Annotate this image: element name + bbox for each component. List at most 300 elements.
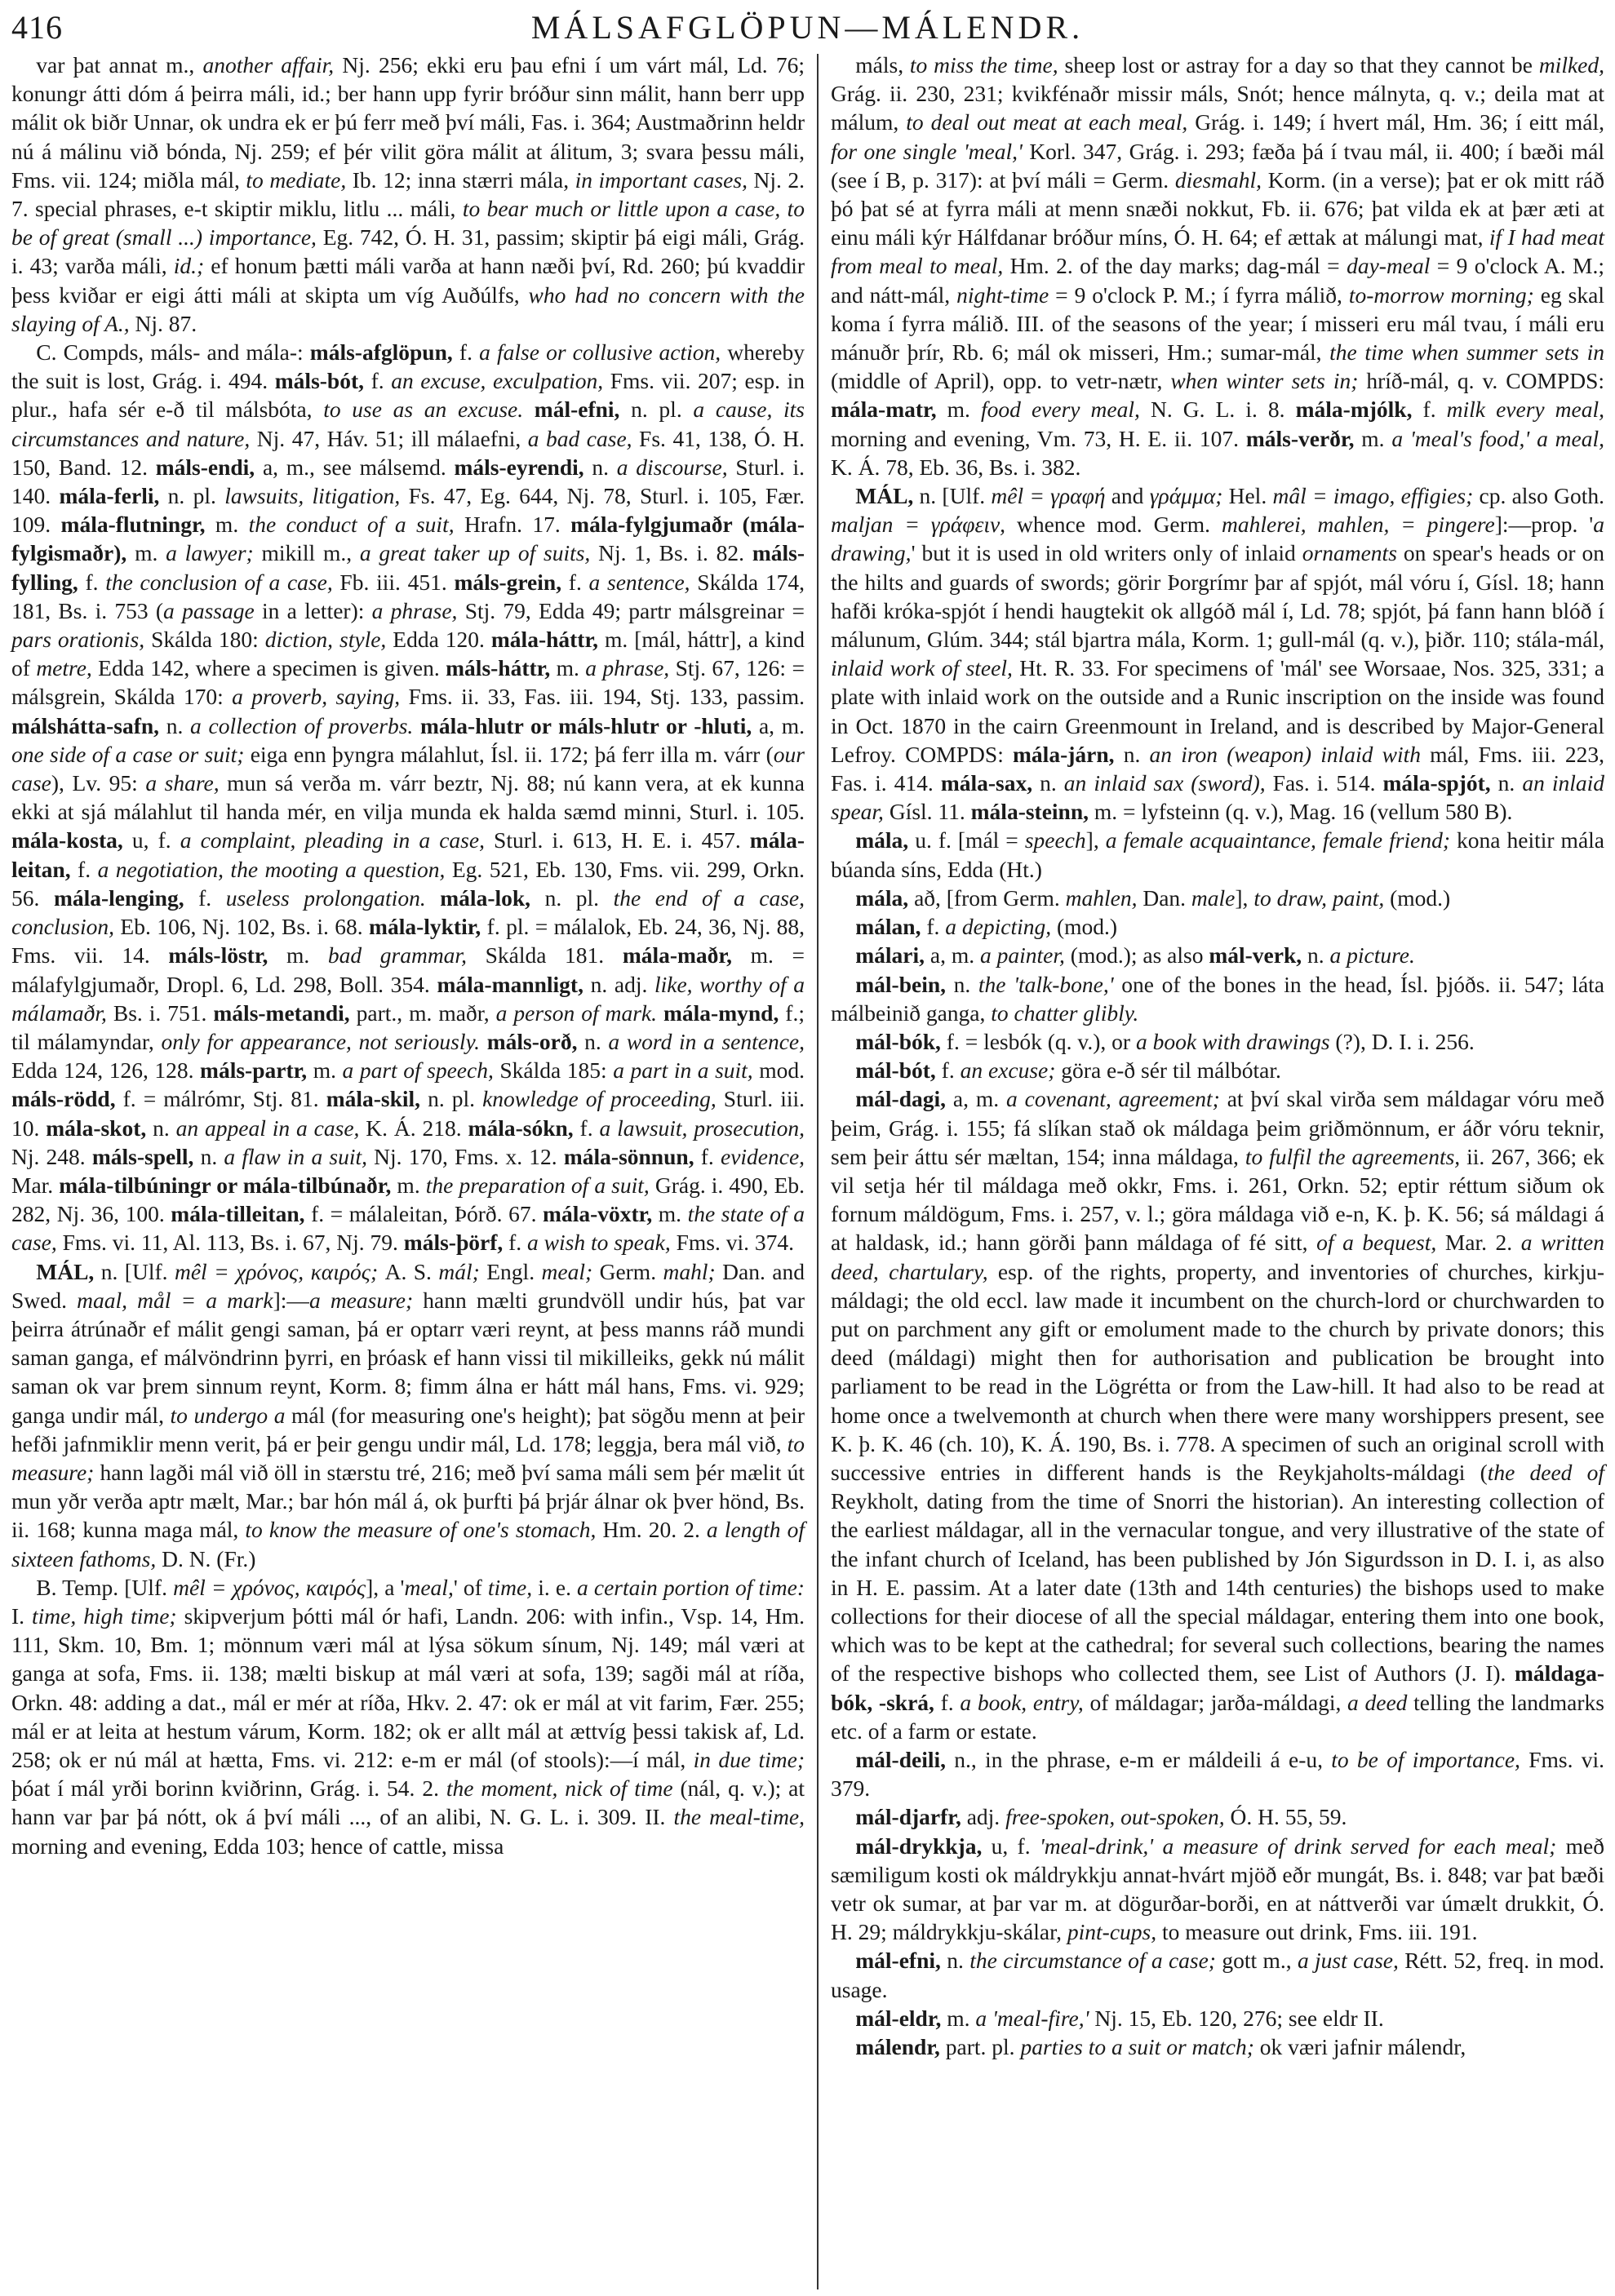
gloss: to bear much or little upon a case, to be of great (small ...) importance, <box>11 196 805 250</box>
entry-text: n. pl. <box>619 397 694 423</box>
entry-text: máls, <box>855 52 910 78</box>
gloss: night-time <box>956 281 1049 308</box>
gloss: a covenant, agreement; <box>1006 1086 1220 1112</box>
entry-text: ii. 267, 366; ek vil setja hér til máldaga með okkr, Fms. i. 261, Orkn. 52; eptir réttum siðum ok fornum máldögum, Fms. i. 257, v. l.; göra máldaga við e-n, K. þ. K. 56; sá máldagi á at haldask, id.; hann görði þann máldaga of fé sitt, <box>831 1143 1604 1256</box>
dictionary-entry <box>831 1027 1604 1056</box>
entry-text: n. <box>1032 770 1064 796</box>
gloss: only for appearance, not seriously. <box>161 1028 481 1054</box>
entry-text <box>657 1000 663 1026</box>
entry-text: morning and evening, Edda 103; hence of cattle, missa <box>11 1833 504 1859</box>
gloss: the time when summer sets in <box>1329 339 1604 366</box>
entry-text: n. <box>1490 770 1523 796</box>
headword: mála-tilbúningr or mála-tilbúnaðr, <box>59 1172 392 1198</box>
headword: máls-endi, <box>155 454 255 480</box>
entry-text: Dan. <box>1137 884 1191 911</box>
headword: mála-spjót, <box>1382 770 1491 796</box>
entry-text: Ht. R. 33. For specimens of 'mál' see Worsaae, Nos. 325, 331; a plate with inlaid work on the outside and a Runic inscription on the inside was found in Oct. 1870 in the cairn Greenmount in Ireland, and is described by Major-General Lefroy. COMPDS: <box>831 655 1604 767</box>
gloss: a collection of proverbs. <box>190 712 414 738</box>
entry-text: Hm. 2. of the day marks; dag-mál = <box>1003 253 1347 279</box>
entry-text: Korm. (in a verse); þat er ok mitt ráð þó þat sé at fyrra máli at menn snæði nokkut, Fb. ii. 676; þat vilda ek at þær æti at einu máli kýr Hálfdanar bróður míns, Ó. H. 64; ef ættak at málungi mat, <box>831 166 1604 250</box>
gloss: parties to a suit or match; <box>1020 2034 1254 2060</box>
entry-text: ], a ' <box>366 1574 405 1600</box>
entry-text: to measure out drink, Fms. iii. 191. <box>1156 1919 1478 1945</box>
headword: mál-deili, <box>855 1746 947 1772</box>
headword: máls-orð, <box>486 1028 578 1054</box>
headword: MÁL, <box>855 483 914 509</box>
entry-text: Mar. <box>11 1172 60 1198</box>
headword: mála-skot, <box>46 1115 147 1141</box>
gloss: a written deed, chartulary, <box>831 1230 1604 1284</box>
entry-text: Skálda 180: <box>144 627 265 653</box>
dictionary-entry <box>831 1745 1604 1802</box>
entry-text: Fs. 47, Eg. 644, Nj. 78, Sturl. i. 105, Fær. 109. <box>11 483 805 538</box>
gloss: a great taker up of suits, <box>359 540 591 566</box>
gloss: to measure; <box>11 1430 805 1485</box>
entry-text: Grág. i. 490, Eb. 282, Nj. 36, 100. <box>11 1172 805 1227</box>
entry-text: A. S. <box>378 1258 439 1284</box>
gloss: a book with drawings <box>1135 1028 1330 1054</box>
entry-text: n. <box>159 712 191 738</box>
gloss: an excuse; <box>960 1057 1056 1084</box>
gloss: a flaw in a suit, <box>224 1143 367 1169</box>
entry-text: Gísl. 11. <box>883 799 971 825</box>
entry-text: on spear's heads or on the hilts and guards of swords; görir Þorgrímr þar af spjót, mál vóru í, Gísl. 18; hann hafði króka-spjót í hendi haugtekit ok allgóð mál í, Ld. 78; spjót, þá fann hann blóð í málunum, Glúm. 344; stál bjartra mála, Korm. 1; gull-mál (q. v.), þiðr. 110; stála-mál, <box>831 540 1604 653</box>
entry-text: a, m. <box>925 942 981 968</box>
entry-text: n. <box>1302 942 1330 968</box>
gloss: a measure; <box>308 1287 414 1313</box>
headword: máls-spell, <box>91 1143 194 1169</box>
gloss: another affair, <box>202 52 335 78</box>
entry-text: m. [mál, háttr], a kind of <box>11 627 805 681</box>
entry-text: Nj. 256; ekki eru þau efni í um várt mál, Ld. 76; konungr átti dóm á þeirra máli, id.; ber hann upp fyrir bróður sinn málit, hann berr upp málit ok biðr Unnar, ok undra ek er þú ferr með því máli, Fas. i. 364; Austmaðrinn heldr nú á málinu við bónda, Nj. 259; ef þér vilit göra málit at álitum, 3; svara þessu máli, Fms. vii. 124; miðla mál, <box>11 52 805 193</box>
gloss: to draw, paint, <box>1253 884 1385 911</box>
gloss: time, high time; <box>32 1602 177 1629</box>
dictionary-entry <box>11 1573 805 1860</box>
gloss: a just case, <box>1297 1948 1399 1974</box>
gloss: a depicting, <box>945 914 1052 940</box>
gloss: mâl = imago, effigies; <box>1272 483 1474 509</box>
entry-text: ], <box>1085 827 1106 853</box>
entry-text: Edda 120. <box>386 627 491 653</box>
gloss: mahl; <box>663 1258 716 1284</box>
entry-text: f. <box>70 856 98 882</box>
entry-text: Ó. H. 55, 59. <box>1224 1804 1347 1830</box>
entry-text: f. <box>1412 397 1447 423</box>
entry-text: (middle of April), opp. to vetr-nætr, <box>831 368 1171 394</box>
entry-text: f.; til málamyndar, <box>11 1000 805 1054</box>
dictionary-entry <box>11 51 805 338</box>
dictionary-entry <box>831 481 1604 826</box>
gloss: a passage <box>163 597 255 623</box>
gloss: an appeal in a case, <box>175 1115 360 1141</box>
headword: mála-maðr, <box>622 942 732 968</box>
headword: mála-tilleitan, <box>171 1201 305 1227</box>
headword: mála-mynd, <box>663 1000 779 1026</box>
gloss: a wish to speak, <box>527 1230 671 1256</box>
entry-text: Hrafn. 17. <box>454 512 571 538</box>
gloss: a complaint, pleading in a case, <box>180 827 485 853</box>
entry-text: mod. <box>752 1057 805 1084</box>
headword: mála-mjólk, <box>1295 397 1413 423</box>
headword: mála-steinn, <box>970 799 1089 825</box>
gloss: a 'meal-fire,' <box>975 2005 1089 2031</box>
gloss: an inlaid sax (sword), <box>1063 770 1266 796</box>
gloss: maljan = γράφειν, <box>831 512 1006 538</box>
entry-text: C. Compds, máls- and mála-: <box>36 339 310 366</box>
entry-text: n. <box>1114 741 1150 767</box>
gloss: a phrase, <box>371 597 458 623</box>
gloss: to chatter glibly. <box>991 1000 1139 1026</box>
gloss: the meal-time, <box>673 1804 805 1830</box>
entry-text: Eg. 742, Ó. H. 31, passim; skiptir þá eigi máli, Grág. i. 43; varða máli, <box>11 224 805 279</box>
entry-text: at því skal virða sem máldagar vóru með þeim, Grág. i. 155; fá slíkan stað ok máldaga þeim griðmönnum, er áðr vóru teknir, sem þeir áttu sér mæltan, 154; inna máldaga, <box>831 1086 1604 1169</box>
entry-text: D. N. (Fr.) <box>156 1545 256 1571</box>
entry-text: of máldagar; jarða-máldagi, <box>1083 1689 1348 1715</box>
gloss: to-morrow morning; <box>1348 281 1534 308</box>
gloss: one side of a case or suit; <box>11 741 245 767</box>
gloss: mêl = χρόνος, καιρός <box>173 1574 366 1600</box>
dictionary-entry <box>831 826 1604 883</box>
headword: mála, <box>855 827 909 853</box>
entry-text: Sturl. i. 140. <box>11 454 805 509</box>
gloss: metre, <box>36 655 92 681</box>
gloss: pint-cups, <box>1067 1919 1157 1945</box>
gloss: a word in a sentence, <box>608 1028 805 1054</box>
headword: mála-kosta, <box>11 827 123 853</box>
entry-text: Hm. 20. 2. <box>596 1517 707 1543</box>
entry-text: n. <box>940 1948 970 1974</box>
headword: málan, <box>855 914 921 940</box>
entry-text: Fms. ii. 33, Fas. iii. 194, Stj. 133, passim. <box>400 684 805 710</box>
entry-text: f. <box>561 569 589 595</box>
headword: mála-sókn, <box>468 1115 574 1141</box>
gloss: a book, entry, <box>960 1689 1084 1715</box>
entry-text <box>426 885 441 911</box>
entry-text: að, [from Germ. <box>908 884 1066 911</box>
entry-text: u, f. <box>982 1833 1040 1859</box>
entry-text: Edda 124, 126, 128. <box>11 1057 201 1084</box>
entry-text: K. Á. 78, Eb. 36, Bs. i. 382. <box>831 454 1081 480</box>
gloss: diesmahl, <box>1174 166 1262 193</box>
headword: máls-afglöpun, <box>309 339 453 366</box>
gloss: id.; <box>173 253 205 279</box>
gloss: meal; <box>541 1258 593 1284</box>
gloss: ornaments <box>1302 540 1397 566</box>
entry-text: m. <box>1354 425 1392 451</box>
entry-text: f. <box>452 339 480 366</box>
entry-text: (nál, q. v.); at hann var þar þá nótt, ok á því máli ..., of an alibi, N. G. L. i. 309. II. <box>11 1775 805 1830</box>
headword: máls-partr, <box>200 1057 308 1084</box>
gloss: maal, mål = a mark <box>77 1287 273 1313</box>
entry-text: Fms. vi. 379. <box>831 1746 1604 1802</box>
gloss: to use as an excuse. <box>323 397 524 423</box>
headword: mála-sax, <box>940 770 1033 796</box>
entry-text: Edda 142, where a specimen is given. <box>91 655 446 681</box>
headword: mála-lok, <box>440 884 531 911</box>
entry-text: i. e. <box>532 1574 578 1600</box>
entry-text: one of the bones in the head, Ísl. þjóðs. ii. 547; láta málbeinið ganga, <box>831 971 1605 1026</box>
entry-text: Stj. 67, 126: = málsgrein, Skálda 170: <box>11 655 805 710</box>
entry-text: Eb. 106, Nj. 102, Bs. i. 68. <box>114 914 370 940</box>
entry-text: Stj. 79, Edda 49; partr málsgreinar = <box>457 597 805 623</box>
gloss: to undergo a <box>170 1402 286 1428</box>
gloss: a part of speech, <box>342 1057 494 1084</box>
gloss: the circumstance of a case; <box>969 1948 1216 1974</box>
entry-text: m. <box>391 1172 426 1198</box>
entry-text: = 9 o'clock P. M.; í fyrra málið, <box>1049 281 1349 308</box>
entry-text: n. [Ulf. <box>94 1258 175 1284</box>
entry-text: Nj. 47, Háv. 51; ill málaefni, <box>250 425 528 451</box>
entry-text: Nj. 87. <box>129 310 197 336</box>
headword: mál-djarfr, <box>855 1804 961 1830</box>
entry-text: ' but it is used in old writers only of inlaid <box>911 540 1302 566</box>
gloss: mêl = γραφή <box>991 483 1106 509</box>
headword: mál-bein, <box>855 971 947 997</box>
entry-text: Nj. 248. <box>11 1143 92 1169</box>
column-divider <box>817 54 819 2289</box>
entry-text: Mar. 2. <box>1436 1230 1521 1256</box>
entry-text: m. <box>652 1201 688 1227</box>
gloss: 'meal-drink,' a measure of drink served for each meal; <box>1039 1833 1557 1859</box>
entry-text: þóat í mál yrði borinn kviðrinn, Grág. i. 54. 2. <box>11 1775 446 1802</box>
dictionary-entry <box>831 51 1604 481</box>
entry-text: B. Temp. [Ulf. <box>36 1574 174 1600</box>
entry-text: eiga enn þyngra málahlut, Ísl. ii. 172; þá ferr illa m. várr ( <box>244 741 774 767</box>
gloss: mál; <box>438 1258 480 1284</box>
gloss: to fulfil the agreements, <box>1245 1143 1461 1169</box>
entry-text: n. <box>146 1115 176 1141</box>
gloss: for one single 'meal,' <box>831 138 1023 164</box>
entry-text: ]:—prop. ' <box>1494 512 1594 538</box>
gloss: time, <box>487 1574 533 1600</box>
entry-text: f. <box>935 1057 961 1084</box>
entry-text: a, m., see málsemd. <box>255 454 455 480</box>
gloss: bad grammar, <box>327 942 467 968</box>
headword: mála-fylgjumaðr (mála-fylgismaðr), <box>11 512 805 566</box>
dictionary-entry <box>831 912 1604 941</box>
entry-text: Fs. 41, 138, Ó. H. 150, Band. 12. <box>11 425 805 480</box>
headword: mála-vöxtr, <box>543 1201 653 1227</box>
gloss: the deed of <box>1487 1459 1604 1485</box>
gloss: an inlaid spear, <box>831 770 1605 825</box>
entry-text: u. f. [mál = <box>908 827 1025 853</box>
headword: mál-bók, <box>855 1028 941 1054</box>
dictionary-entry <box>831 2004 1604 2032</box>
gloss: mahlen, <box>1065 884 1138 911</box>
entry-text: Sturl. i. 613, H. E. i. 457. <box>484 827 750 853</box>
headword: máls-fylling, <box>11 540 805 595</box>
entry-text: (mod.); as also <box>1064 942 1209 968</box>
gloss: pars orationis, <box>11 627 145 653</box>
entry-text: ]:— <box>273 1287 309 1313</box>
gloss: knowledge of proceeding, <box>482 1086 717 1112</box>
gloss: a part in a suit, <box>613 1057 753 1084</box>
page-number: 416 <box>11 9 63 46</box>
gloss: if I had meat from meal to meal, <box>831 224 1604 279</box>
entry-text: n. <box>193 1143 224 1169</box>
gloss: a sentence, <box>588 569 690 595</box>
gloss: a person of mark. <box>495 1000 658 1026</box>
entry-text: f. <box>364 368 392 394</box>
gloss: diction, style, <box>264 627 387 653</box>
dictionary-entry <box>831 1832 1604 1947</box>
gloss: the conclusion of a case, <box>105 569 333 595</box>
entry-text: með sæmiligum kosti ok máldrykkju annat-hvárt mjöð eðr mungát, Bs. i. 848; var þat bæði vetr ok sumar, at þar var m. at dögurðar-borði, en at náttverði var úmælt drukkit, Ó. H. 29; máldrykkju-skálar, <box>831 1833 1604 1945</box>
gloss: a phrase, <box>585 655 670 681</box>
entry-text: hann mælti grundvöll undir hús, þat var þeirra átrúnaðr ef málit gengi saman, þá er optarr væri reynt, at þess manns ráð mundi saman ganga, ef málvöndrinn þyrri, en þróask ef hann vissi til mikilleiks, gekk nú málit saman ok var þrem sinnum reynt, Korm. 8; fimm álna er hátt mál hans, Fms. vi. 929; ganga undir mál, <box>11 1287 805 1428</box>
headword: máls-þörf, <box>403 1230 504 1256</box>
headword: mála-járn, <box>1013 741 1115 767</box>
entry-text: f. <box>573 1115 600 1141</box>
entry-text: f. pl. = málalok, Eb. 24, 36, Nj. 88, Fms. vii. 14. <box>11 914 805 968</box>
gloss: a picture. <box>1329 942 1415 968</box>
gloss: a painter, <box>980 942 1065 968</box>
gloss: a length of sixteen fathoms, <box>11 1517 805 1571</box>
gloss: the state of a case, <box>11 1201 805 1256</box>
entry-text <box>413 713 420 738</box>
gloss: a lawsuit, prosecution, <box>599 1115 805 1141</box>
gloss: lawsuits, litigation, <box>224 483 401 509</box>
entry-text: Nj. 15, Eb. 120, 276; see eldr II. <box>1089 2005 1384 2031</box>
gloss: in due time; <box>693 1746 805 1772</box>
headword: máls-bót, <box>274 368 365 394</box>
entry-text: Grág. i. 149; í hvert mál, Hm. 36; í eitt mál, <box>1187 109 1605 135</box>
entry-text: Fms. vi. 374. <box>670 1230 795 1256</box>
page-header <box>11 5 1604 54</box>
gloss: a deed <box>1347 1689 1408 1715</box>
headword: mál-verk, <box>1209 942 1302 968</box>
entry-text: a, m. <box>752 712 805 738</box>
gloss: like, worthy of a málamaðr, <box>11 971 805 1026</box>
gloss: inlaid work of steel, <box>831 655 1013 681</box>
gloss: to deal out meat at each meal, <box>906 109 1188 135</box>
entry-text: hann lagði mál við öll in stærstu tré, 216; með því sama máli sem þér mælit út mun yðr verða aptr mælt, Mar.; bar hón mál á, ok þurfti þá þrjár álnar ok þver hönd, Bs. ii. 168; kunna maga mál, <box>11 1459 805 1543</box>
headword: mála-lenging, <box>53 884 184 911</box>
entry-text: n. pl. <box>420 1086 483 1112</box>
gloss: a bad case, <box>527 425 632 451</box>
entry-text: Nj. 2. 7. special phrases, e-t skiptir miklu, litlu ... máli, <box>11 166 805 222</box>
gloss: our case <box>11 741 805 796</box>
entry-text: Skálda 185: <box>493 1057 614 1084</box>
entry-text: Eg. 521, Eb. 130, Fms. vii. 299, Orkn. 56. <box>11 856 805 911</box>
headword: málshátta-safn, <box>11 712 160 738</box>
right-column <box>831 51 1604 2061</box>
dictionary-entry <box>831 941 1604 969</box>
headword: mála-háttr, <box>490 627 599 653</box>
gloss: a lawyer; <box>166 540 254 566</box>
headword: mála-skil, <box>326 1086 421 1112</box>
headword: mál-bót, <box>855 1057 936 1084</box>
gloss: the end of a case, conclusion, <box>11 884 805 940</box>
entry-text: gott m., <box>1215 1948 1298 1974</box>
entry-text: whereby the suit is lost, Grág. i. 494. <box>11 339 805 394</box>
entry-text: Fms. vi. 11, Al. 113, Bs. i. 67, Nj. 79. <box>56 1230 404 1256</box>
headword: mála-matr, <box>831 397 937 423</box>
headword: máls-löstr, <box>168 942 268 968</box>
entry-text: f. <box>503 1230 528 1256</box>
headword: mál-dagi, <box>855 1086 947 1112</box>
entry-text: ef honum þætti máli varða at hann næði því, Rd. 260; þú kvaddir þess kviðar er eigi átti máli at skipta um víg Auðúlfs, <box>11 253 805 308</box>
dictionary-entry <box>831 1946 1604 2003</box>
entry-text: göra e-ð sér til málbótar. <box>1055 1057 1281 1084</box>
gloss: when winter sets in; <box>1170 368 1359 394</box>
entry-text: I. <box>11 1602 33 1629</box>
dictionary-entry <box>831 1802 1604 1831</box>
entry-text: mál, Fms. iii. 223, Fas. i. 414. <box>831 741 1605 796</box>
headword: mál-efni, <box>534 397 620 423</box>
running-title: MÁLSAFGLÖPUN—MÁLENDR. <box>530 9 1085 46</box>
gloss: the 'talk-bone,' <box>978 971 1114 997</box>
gloss: to be of importance, <box>1331 1746 1520 1772</box>
dictionary-entry <box>831 2032 1604 2061</box>
gloss: the moment, nick of time <box>446 1775 673 1802</box>
entry-text: n. pl. <box>159 483 225 509</box>
entry-text: Sturl. iii. 10. <box>11 1086 805 1141</box>
gloss: mahlerei, mahlen, = pingere <box>1222 512 1495 538</box>
entry-text: m. <box>126 540 166 566</box>
gloss: a cause, its circumstances and nature, <box>11 397 805 451</box>
entry-text: f. = málrómr, Stj. 81. <box>115 1086 326 1112</box>
entry-text: mikill m., <box>253 540 360 566</box>
gloss: mêl = χρόνος, καιρός; <box>174 1258 379 1284</box>
entry-text: a, m. <box>946 1086 1006 1112</box>
gloss: a discourse, <box>616 454 728 480</box>
entry-text: m. = málafylgjumaðr, Dropl. 6, Ld. 298, Boll. 354. <box>11 942 805 997</box>
entry-text: n., in the phrase, e-m er máldeili á e-u, <box>946 1746 1332 1772</box>
gloss: the preparation of a suit, <box>425 1172 650 1198</box>
entry-text: cp. also Goth. <box>1473 483 1604 509</box>
entry-text: mun sá verða m. várr beztr, Nj. 88; nú kann vera, at ek kunna ekki at sjá málahlut til handa mér, en vilja munda ek halda sæmd minni, Sturl. i. 105. <box>11 770 805 825</box>
entry-text: f. <box>184 884 226 911</box>
entry-text: n. <box>946 971 978 997</box>
entry-text: kona heitir mála búanda síns, Edda (Ht.) <box>831 827 1604 882</box>
entry-text: N. G. L. i. 8. <box>1139 397 1296 423</box>
entry-text: Germ. <box>592 1258 663 1284</box>
entry-text: Skálda 174, 181, Bs. i. 753 ( <box>11 569 805 623</box>
headword: mála, <box>855 884 909 911</box>
gloss: evidence, <box>720 1143 805 1169</box>
entry-text: Fms. vii. 207; esp. in plur., hafa sér e-ð til málsbóta, <box>11 368 805 423</box>
entry-text: Rétt. 52, freq. in mod. usage. <box>831 1948 1604 2002</box>
entry-text <box>480 1029 487 1054</box>
entry-text: f. = málaleitan, Þórð. 67. <box>304 1201 544 1227</box>
entry-text: n. <box>583 454 617 480</box>
entry-text: = 9 o'clock A. M.; and nátt-mál, <box>831 253 1605 308</box>
gloss: milk every meal, <box>1446 397 1605 423</box>
gloss: to miss the time, <box>909 52 1058 78</box>
dictionary-entry <box>831 884 1604 912</box>
entry-text: m. = lyfsteinn (q. v.), Mag. 16 (vellum 580 B). <box>1089 799 1513 825</box>
gloss: in important cases, <box>575 166 748 193</box>
entry-text: K. Á. 218. <box>359 1115 468 1141</box>
entry-text: part. pl. <box>939 2034 1021 2060</box>
gloss: the conduct of a suit, <box>248 512 455 538</box>
gloss: a drawing, <box>831 512 1604 566</box>
gloss: of a bequest, <box>1316 1230 1437 1256</box>
entry-text: n. [Ulf. <box>913 483 992 509</box>
gloss: free-spoken, out-spoken, <box>1005 1804 1225 1830</box>
headword: málendr, <box>855 2034 940 2060</box>
entry-text: u, f. <box>122 827 180 853</box>
entry-text: Ib. 12; inna stærri mála, <box>346 166 575 193</box>
entry-text <box>523 397 535 422</box>
headword: mála-hlutr or máls-hlutr or -hluti, <box>419 712 752 738</box>
gloss: food every meal, <box>981 397 1140 423</box>
entry-text: m. <box>936 397 981 423</box>
entry-text: whence mod. Germ. <box>1005 512 1222 538</box>
entry-text: m. <box>550 655 586 681</box>
entry-text: ok væri jafnir málendr, <box>1253 2034 1466 2060</box>
